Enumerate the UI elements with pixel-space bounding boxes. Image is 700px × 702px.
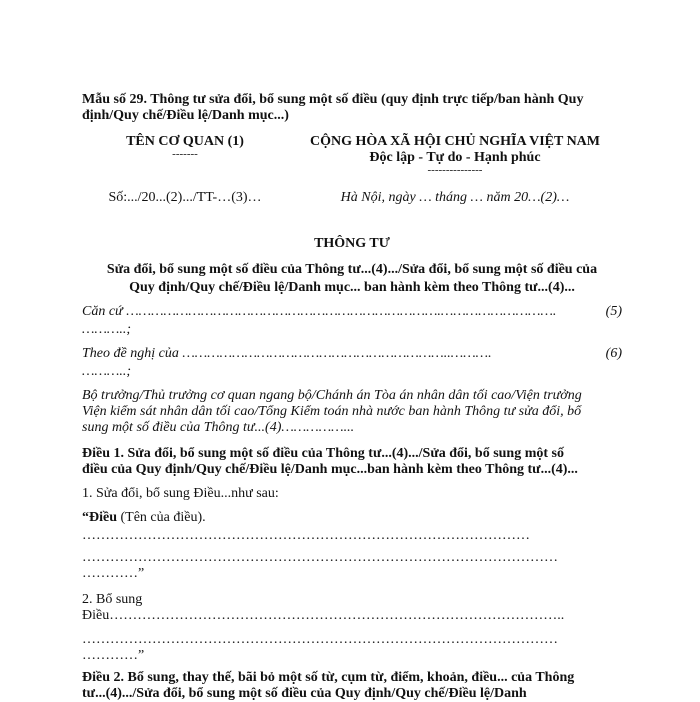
proposal-line xyxy=(82,346,622,362)
article1-quote-name: (Tên của điều). xyxy=(117,510,206,525)
motto-rule: --------------- xyxy=(427,164,483,176)
issuer-line3: sung một số điều của Thông tư...(4)……………... xyxy=(82,420,355,435)
article1-dots1: …………………………………………………………………………………… xyxy=(82,528,530,543)
article2-heading-line1: Điều 2. Bổ sung, thay thế, bãi bỏ một số từ, cụm từ, điểm, khoản, điều... của Thông xyxy=(82,670,575,685)
proposal-dots: ………………………………………………………..………. xyxy=(182,346,492,361)
form-title-line1: Mẫu số 29. Thông tư sửa đổi, bổ sung một số điều (quy định trực tiếp/ban hành Quy xyxy=(82,92,584,107)
basis-continuation: ………..; xyxy=(82,322,132,337)
proposal-label: Theo đề nghị của xyxy=(82,346,179,361)
article2-heading-line2: tư...(4).../Sửa đổi, bổ sung một số điều của Quy định/Quy chế/Điều lệ/Danh xyxy=(82,686,527,701)
document-number: Số:.../20...(2).../TT-…(3)… xyxy=(108,190,262,205)
article1-item1: 1. Sửa đổi, bổ sung Điều...như sau: xyxy=(82,486,279,501)
document-type: THÔNG TƯ xyxy=(314,236,390,251)
proposal-continuation: ………..; xyxy=(82,364,132,379)
article1-item2-line: Điều…………………………………………………………………………………….. xyxy=(82,608,565,623)
basis-line xyxy=(82,304,622,320)
national-motto: Độc lập - Tự do - Hạnh phúc xyxy=(369,150,541,165)
subject-line2: Quy định/Quy chế/Điều lệ/Danh mục... ban hành kèm theo Thông tư...(4)... xyxy=(129,280,575,295)
place-date: Hà Nội, ngày … tháng … năm 20…(2)… xyxy=(340,190,570,205)
article1-heading-line2: điều của Quy định/Quy chế/Điều lệ/Danh mục...ban hành kèm theo Thông tư...(4)... xyxy=(82,462,578,477)
issuer-line2: Viện kiểm sát nhân dân tối cao/Tổng Kiểm toán nhà nước ban hành Thông tư sửa đổi, bổ xyxy=(82,404,582,419)
article1-dots2: ………………………………………………………………………………………… xyxy=(82,550,558,565)
issuer-line1: Bộ trưởng/Thủ trưởng cơ quan ngang bộ/Chánh án Tòa án nhân dân tối cao/Viện trưởng xyxy=(82,388,582,403)
basis-dots: ………………………………………………………………….………………………. xyxy=(126,304,557,319)
article1-quote-open: “Điều xyxy=(82,510,117,525)
basis-ref: (5) xyxy=(605,304,622,319)
agency-rule: ------- xyxy=(172,148,198,160)
article1-item2: 2. Bổ sung xyxy=(82,592,143,607)
basis-label: Căn cứ xyxy=(82,304,123,319)
article1-dots4: ………………………………………………………………………………………… xyxy=(82,632,558,647)
proposal-ref: (6) xyxy=(605,346,622,361)
form-title-line2: định/Quy chế/Điều lệ/Danh mục...) xyxy=(82,108,289,123)
article1-dots3: …………” xyxy=(82,566,145,581)
article1-heading-line1: Điều 1. Sửa đổi, bổ sung một số điều của Thông tư...(4).../Sửa đổi, bổ sung một số xyxy=(82,446,564,461)
agency-name: TÊN CƠ QUAN (1) xyxy=(126,134,244,149)
country-name: CỘNG HÒA XÃ HỘI CHỦ NGHĨA VIỆT NAM xyxy=(309,134,600,149)
article1-quote-line xyxy=(82,510,622,526)
article1-dots5: …………” xyxy=(82,648,145,663)
subject-line1: Sửa đổi, bổ sung một số điều của Thông tư...(4).../Sửa đổi, bổ sung một số điều của xyxy=(106,262,598,277)
